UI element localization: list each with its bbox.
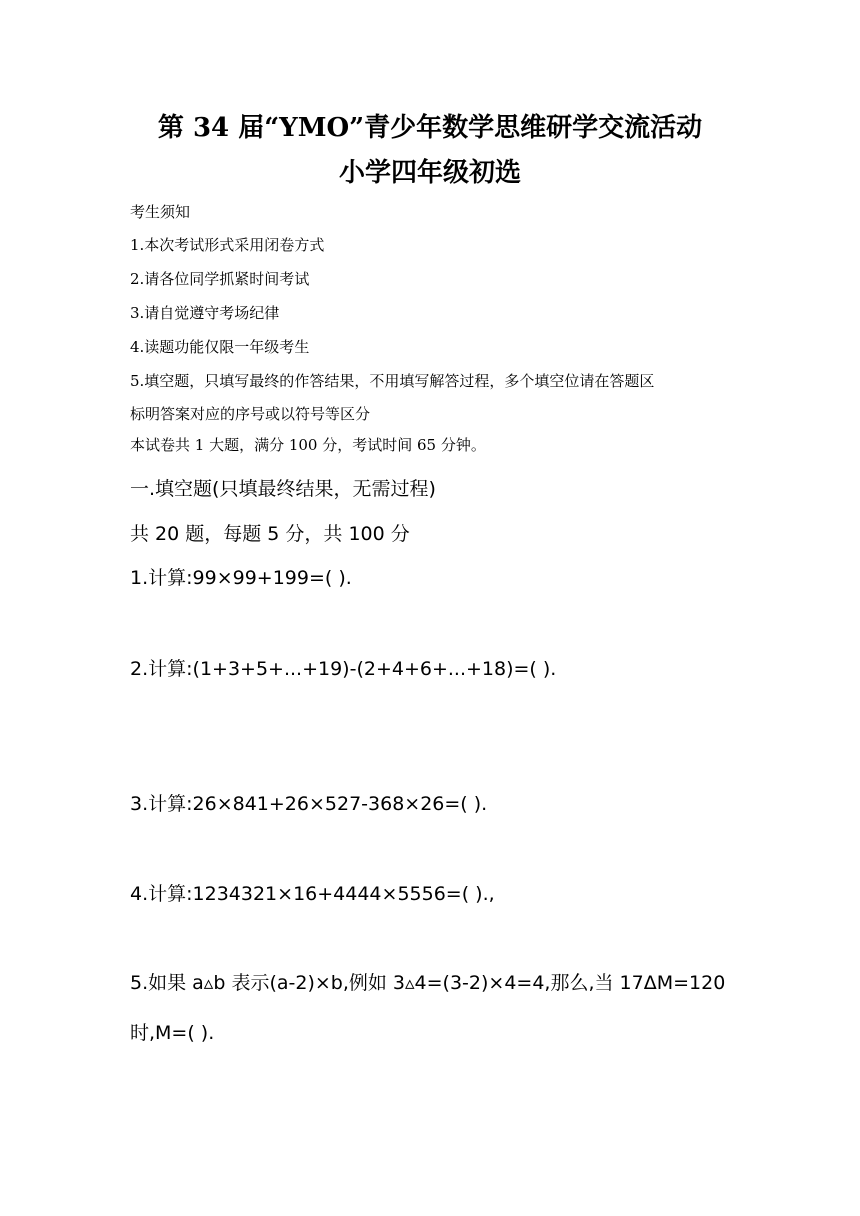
notice-heading: 考生须知: [130, 203, 191, 221]
question-5: 5.如果 a▵b 表示(a-2)×b,例如 3▵4=(3-2)×4=4,那么,当 17ΔM=120: [130, 972, 726, 994]
question-2: 2.计算:(1+3+5+...+19)-(2+4+6+...+18)=( ).: [130, 658, 557, 680]
question-1: 1.计算:99×99+199=( ).: [130, 567, 352, 589]
question-4: 4.计算:1234321×16+4444×5556=( ).,: [130, 883, 495, 905]
question-5-continued: 时,M=( ).: [130, 1022, 215, 1044]
notice-item: 4.读题功能仅限一年级考生: [130, 338, 310, 356]
notice-item: 1.本次考试形式采用闭卷方式: [130, 236, 325, 254]
section-title: 一.填空题(只填最终结果，无需过程): [130, 478, 436, 500]
exam-subtitle: 小学四年级初选: [338, 158, 521, 188]
exam-summary: 本试卷共 1 大题，满分 100 分，考试时间 65 分钟。: [130, 436, 486, 454]
notice-item-continued: 标明答案对应的序号或以符号等区分: [130, 405, 371, 423]
exam-title: 第 34 届“YMO”青少年数学思维研学交流活动: [157, 113, 703, 143]
notice-item: 3.请自觉遵守考场纪律: [130, 304, 280, 322]
section-info: 共 20 题，每题 5 分，共 100 分: [130, 523, 410, 545]
notice-item: 2.请各位同学抓紧时间考试: [130, 270, 310, 288]
notice-item: 5.填空题，只填写最终的作答结果，不用填写解答过程，多个填空位请在答题区: [130, 372, 655, 390]
question-3: 3.计算:26×841+26×527-368×26=( ).: [130, 793, 488, 815]
